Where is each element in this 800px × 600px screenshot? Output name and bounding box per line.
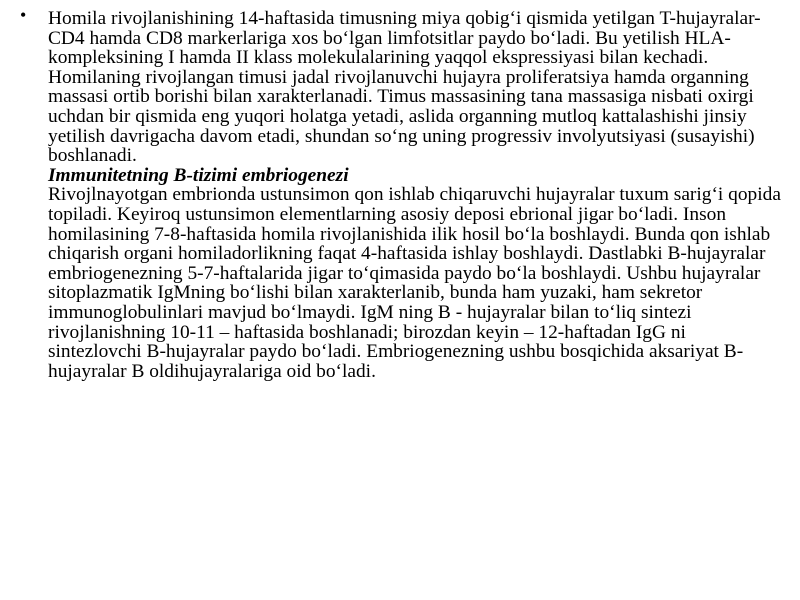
section-heading: Immunitetning B-tizimi embriogenezi xyxy=(48,164,349,186)
bullet-marker: • xyxy=(20,5,27,25)
paragraph-b-system: Rivojlnayotgan embrionda ustunsimon qon ishlab chiqaruvchi hujayralar tuxum sarig‘i qopida topiladi. Keyiroq ustunsimon elementlarning asosiy deposi ebrional jigar bo‘ladi. Inson homilasining 7-8-haftasida homila rivojlanishida ilik hosil bo‘la boshlaydi. Bunda qon ishlab chiqarish organi homiladorlikning faqat 4-haftasida ishlay boshlaydi. Dastlabki B-hujayralar embriogenezning 5-7-haftalarida jigar to‘qimasida paydo bo‘la boshlaydi. Ushbu hujayralar sitoplazmatik IgMning bo‘lishi bilan xarakterlanib, bunda ham yuzaki, ham sekretor immunoglobulinlari mavjud bo‘lmaydi. IgM ning B - hujayralar bilan to‘liq sintezi rivojlanishning 10-11 – haftasida boshlanadi; birozdan keyin – 12-haftadan IgG ni sintezlovchi B-hujayralar paydo bo‘ladi. Embriogenezning ushbu bosqichida aksariyat B-hujayralar B oldihujayralariga oid bo‘ladi. xyxy=(48,184,781,382)
document-body xyxy=(48,9,783,381)
paragraph-thymus: Homila rivojlanishining 14-haftasida timusning miya qobig‘i qismida yetilgan T-hujayralar- CD4 hamda CD8 markerlariga xos bo‘lgan limfotsitlar paydo bo‘ladi. Bu yetilish HLA- kompleksining I hamda II klass molekulalarining yaqqol ekspressiyasi bilan kechadi. Homilaning rivojlangan timusi jadal rivojlanuvchi hujayra proliferatsiya hamda organning massasi ortib borishi bilan xarakterlanadi. Timus massasining tana massasiga nisbati oxirgi uchdan bir qismida eng yuqori holatga yetadi, aslida organning mutloq kattalashishi jinsiy yetilish davrigacha davom etadi, shundan so‘ng uning progressiv involyutsiyasi (susayishi) boshlanadi. xyxy=(48,8,761,167)
